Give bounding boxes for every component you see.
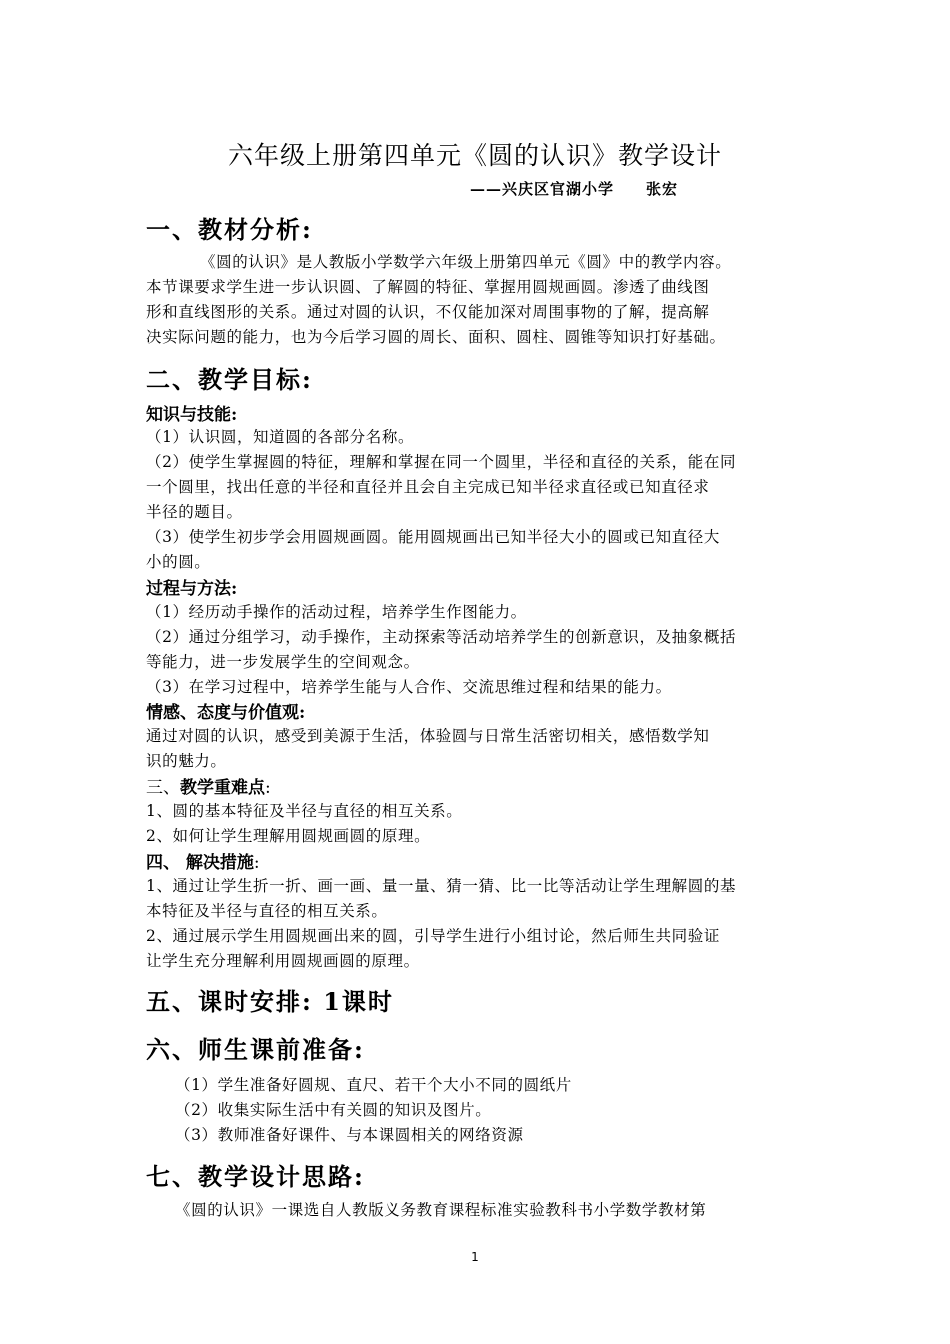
author-school: ——兴庆区官湖小学 <box>470 180 615 198</box>
paragraph-line: 1、通过让学生折一折、画一画、量一量、猜一猜、比一比等活动让学生理解圆的基 <box>146 877 737 895</box>
list-item: 2、如何让学生理解用圆规画圆的原理。 <box>146 827 431 845</box>
section-1-heading: 一、教材分析: <box>146 215 313 244</box>
paragraph-line: 本节课要求学生进一步认识圆、了解圆的特征、掌握用圆规画圆。渗透了曲线图 <box>146 278 710 296</box>
section-3-suffix: : <box>265 778 271 798</box>
paragraph-line: 小的圆。 <box>146 553 211 571</box>
section-3-heading <box>146 773 271 798</box>
paragraph-line: （1）经历动手操作的活动过程，培养学生作图能力。 <box>146 603 527 621</box>
list-item: （3）教师准备好课件、与本课圆相关的网络资源 <box>175 1126 524 1144</box>
section-5-heading: 五、课时安排: 1课时 <box>146 987 394 1016</box>
section-2-heading: 二、教学目标: <box>146 365 313 394</box>
paragraph-line: 本特征及半径与直径的相互关系。 <box>146 902 388 920</box>
section-4-suffix: : <box>253 853 260 873</box>
author-line <box>470 178 678 199</box>
paragraph-line: 通过对圆的认识，感受到美源于生活，体验圆与日常生活密切相关，感悟数学知 <box>146 727 710 745</box>
list-item: 1、圆的基本特征及半径与直径的相互关系。 <box>146 802 463 820</box>
page-number: 1 <box>471 1250 479 1264</box>
section-7-heading: 七、教学设计思路: <box>146 1162 365 1191</box>
paragraph-line: 等能力，进一步发展学生的空间观念。 <box>146 653 420 671</box>
section-3-title: 教学重难点 <box>180 778 265 798</box>
paragraph-line: 《圆的认识》一课选自人教版义务教育课程标准实验教科书小学数学教材第 <box>175 1201 707 1219</box>
paragraph-line: （2）通过分组学习，动手操作，主动探索等活动培养学生的创新意识，及抽象概括 <box>146 628 737 646</box>
document-title: 六年级上册第四单元《圆的认识》教学设计 <box>227 141 722 170</box>
section-6-heading: 六、师生课前准备: <box>146 1035 365 1064</box>
author-name: 张宏 <box>646 180 679 198</box>
subsection-knowledge-heading: 知识与技能: <box>146 405 238 425</box>
section-4-title: 四、 解决措施 <box>146 853 254 873</box>
section-4-heading <box>146 848 260 873</box>
list-item: （1）学生准备好圆规、直尺、若干个大小不同的圆纸片 <box>175 1076 572 1094</box>
paragraph-line: （1）认识圆，知道圆的各部分名称。 <box>146 428 415 446</box>
section-3-prefix: 三、 <box>146 778 180 798</box>
paragraph-line: 半径的题目。 <box>146 503 243 521</box>
paragraph-line: 形和直线图形的关系。通过对圆的认识，不仅能加深对周围事物的了解，提高解 <box>146 303 710 321</box>
paragraph-line: 识的魅力。 <box>146 752 227 770</box>
paragraph-line: （3）在学习过程中，培养学生能与人合作、交流思维过程和结果的能力。 <box>146 678 672 696</box>
paragraph-line: （3）使学生初步学会用圆规画圆。能用圆规画出已知半径大小的圆或已知直径大 <box>146 528 720 546</box>
list-item: （2）收集实际生活中有关圆的知识及图片。 <box>175 1101 492 1119</box>
paragraph-line: 让学生充分理解利用圆规画圆的原理。 <box>146 952 420 970</box>
subsection-attitude-heading: 情感、态度与价值观: <box>146 703 306 723</box>
paragraph-line: 决实际问题的能力，也为今后学习圆的周长、面积、圆柱、圆锥等知识打好基础。 <box>146 328 726 346</box>
paragraph-line: 《圆的认识》是人教版小学数学六年级上册第四单元《圆》中的教学内容。 <box>200 253 732 271</box>
paragraph-line: （2）使学生掌握圆的特征，理解和掌握在同一个圆里，半径和直径的关系，能在同 <box>146 453 737 471</box>
subsection-process-heading: 过程与方法: <box>146 579 238 599</box>
paragraph-line: 2、通过展示学生用圆规画出来的圆，引导学生进行小组讨论，然后师生共同验证 <box>146 927 720 945</box>
paragraph-line: 一个圆里，找出任意的半径和直径并且会自主完成已知半径求直径或已知直径求 <box>146 478 710 496</box>
